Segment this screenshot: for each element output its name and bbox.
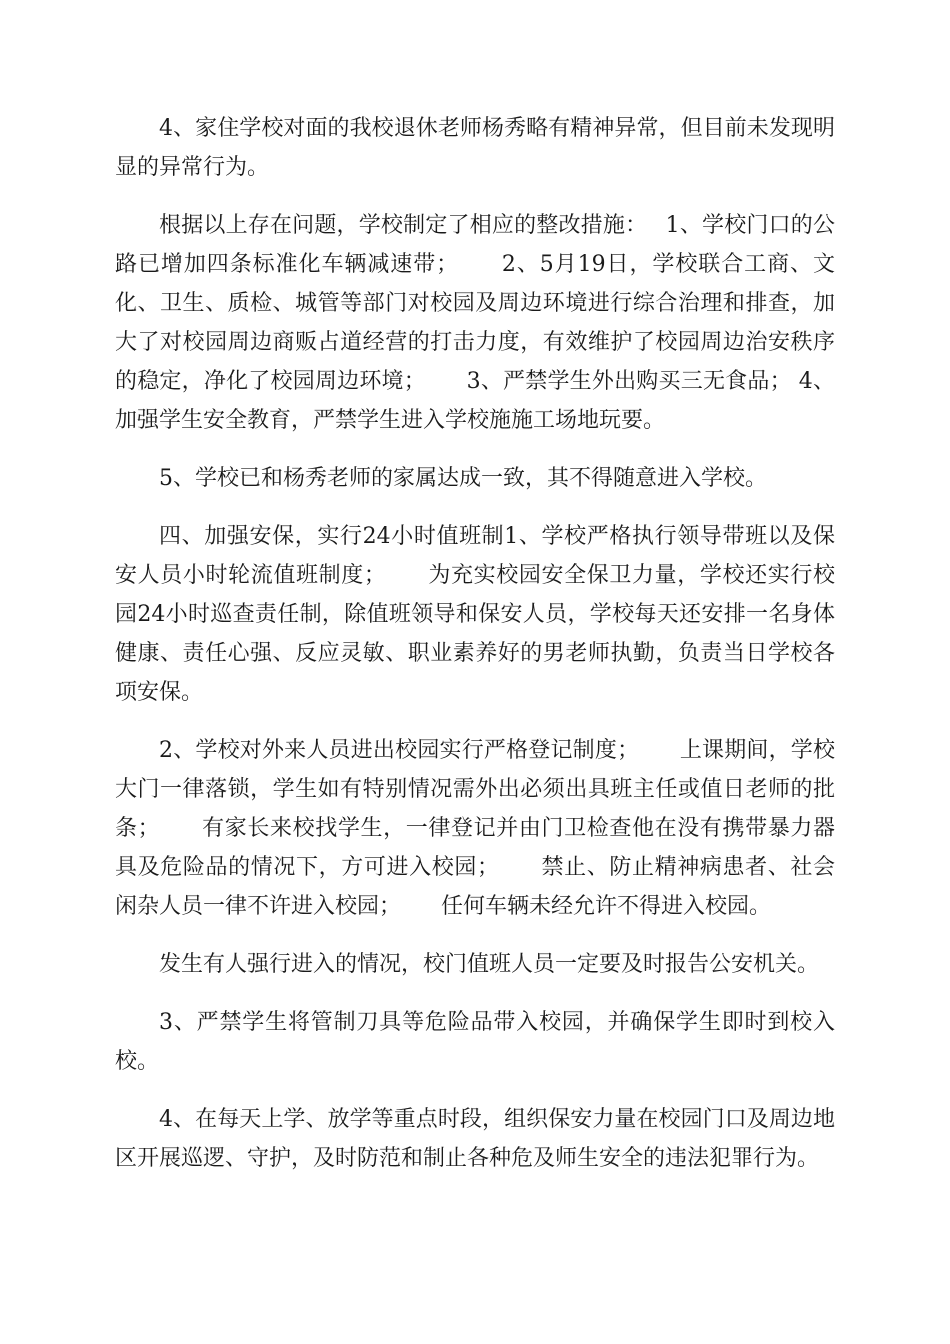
paragraph-3: 5、学校已和杨秀老师的家属达成一致，其不得随意进入学校。 [159, 466, 767, 491]
paragraph-6: 发生有人强行进入的情况，校门值班人员一定要及时报告公安机关。 [159, 952, 820, 977]
document-body [115, 109, 835, 1197]
paragraph-8: 4、在每天上学、放学等重点时段，组织保安力量在校园门口及周边地区开展巡逻、守护，及时防范和制止各种危及师生安全的违法犯罪行为。 [115, 1107, 835, 1171]
paragraph-1: 4、家住学校对面的我校退休老师杨秀略有精神异常，但目前未发现明显的异常行为。 [115, 116, 835, 180]
paragraph-5: 2、学校对外来人员进出校园实行严格登记制度； 上课期间，学校大门一律落锁，学生如有特别情况需外出必须出具班主任或值日老师的批条； 有家长来校找学生，一律登记并由门卫检查他在没有携带暴力器具及危险品的情况下，方可进入校园； 禁止、防止精神病患者、社会闲杂人员一律不许进入校园； 任何车辆未经允许不得进入校园。 [115, 738, 835, 919]
paragraph-2: 根据以上存在问题，学校制定了相应的整改措施： 1、学校门口的公路已增加四条标准化车辆减速带； 2、5月19日，学校联合工商、文化、卫生、质检、城管等部门对校园及周边环境进行综合治理和排查，加大了对校园周边商贩占道经营的打击力度，有效维护了校园周边治安秩序的稳定，净化了校园周边环境； 3、严禁学生外出购买三无食品； 4、加强学生安全教育，严禁学生进入学校施施工场地玩要。 [115, 213, 835, 433]
paragraph-7: 3、严禁学生将管制刀具等危险品带入校园，并确保学生即时到校入校。 [115, 1010, 835, 1074]
paragraph-4: 四、加强安保，实行24小时值班制1、学校严格执行领导带班以及保安人员小时轮流值班制度； 为充实校园安全保卫力量，学校还实行校园24小时巡查责任制，除值班领导和保安人员，学校每天还安排一名身体健康、责任心强、反应灵敏、职业素养好的男老师执勤，负责当日学校各项安保。 [115, 524, 835, 705]
